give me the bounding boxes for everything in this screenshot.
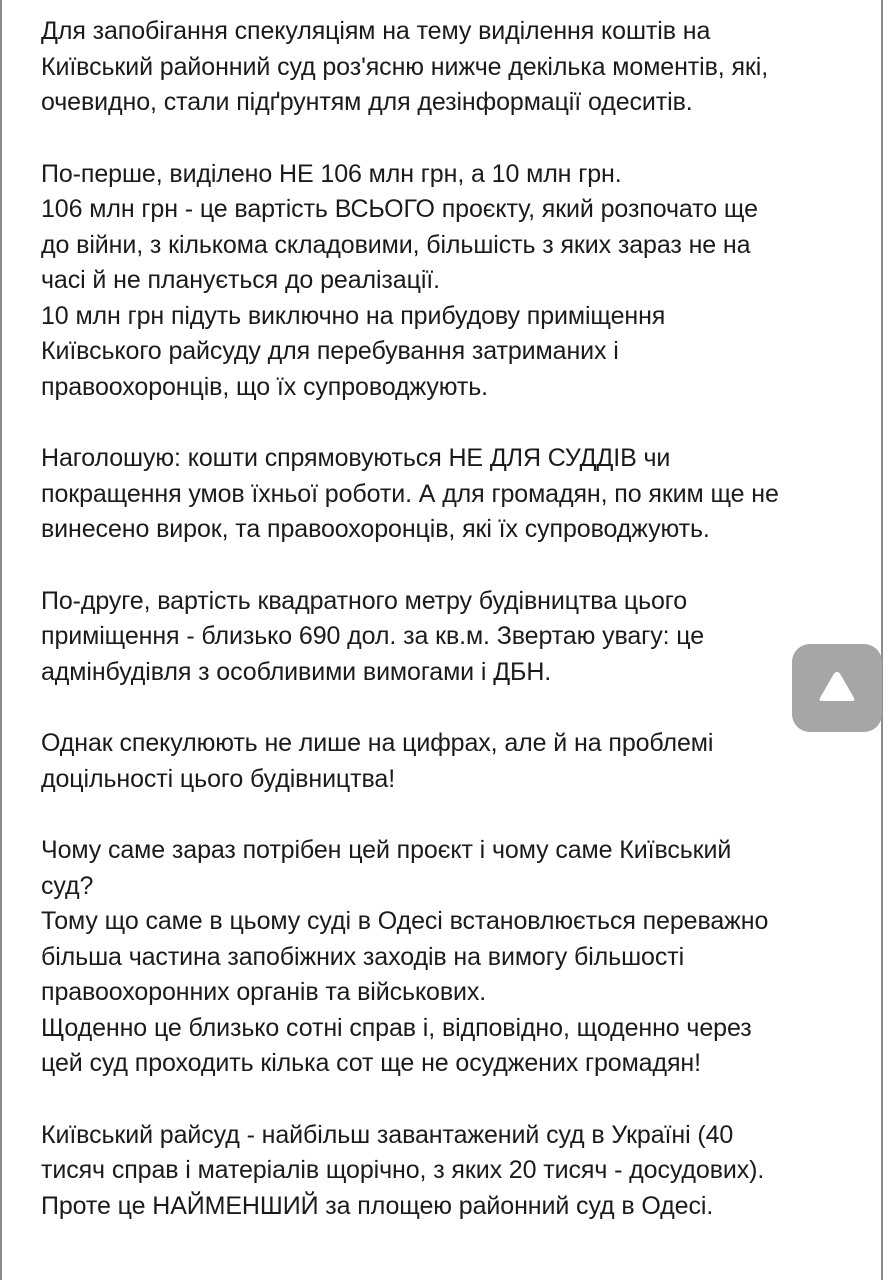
- text-line: Київського райсуду для перебування затриманих і: [41, 337, 619, 365]
- paragraph-second-point: [41, 584, 861, 691]
- text-line: Чому саме зараз потрібен цей проєкт і чому саме Київський: [41, 836, 732, 864]
- paragraph-why-now: [41, 833, 861, 1082]
- text-line: покращення умов їхньої роботи. А для громадян, по яким ще не: [41, 479, 779, 508]
- text-line: доцільності цього будівництва!: [41, 764, 396, 793]
- text-line: винесено вирок, та правоохоронців, які їх супроводжують.: [41, 515, 710, 543]
- text-line: Київський районний суд роз'ясню нижче декілька моментів, які,: [41, 52, 769, 81]
- paragraph-emphasis: [41, 441, 861, 548]
- paragraph-first-point: [41, 157, 861, 406]
- text-line: до війни, з кількома складовими, більшість з яких зараз не на: [41, 230, 751, 259]
- text-line: Для запобігання спекуляціям на тему виділення коштів на: [41, 17, 711, 45]
- text-line: суд?: [41, 871, 94, 900]
- text-line: тисяч справ і матеріалів щорічно, з яких 20 тисяч - досудових).: [41, 1156, 765, 1184]
- triangle-up-icon: [792, 644, 882, 732]
- text-line: Щоденно це близько сотні справ і, відповідно, щоденно через: [41, 1013, 752, 1042]
- text-line: адмінбудівля з особливими вимогами і ДБН.: [41, 657, 552, 686]
- text-line: 10 млн грн підуть виключно на прибудову приміщення: [41, 301, 666, 330]
- text-line: Тому що саме в цьому суді в Одесі встановлюється переважно: [41, 907, 769, 935]
- text-line: правоохоронних органів та військових.: [41, 978, 487, 1006]
- paragraph-speculation: [41, 726, 861, 797]
- paragraph-intro: [41, 14, 861, 121]
- text-line: приміщення - близько 690 дол. за кв.м. Звертаю увагу: це: [41, 622, 705, 650]
- text-line: часі й не планується до реалізації.: [41, 266, 440, 294]
- text-line: По-перше, виділено НЕ 106 млн грн, а 10 млн грн.: [41, 159, 622, 188]
- text-line: По-друге, вартість квадратного метру будівництва цього: [41, 586, 688, 615]
- post-text: [41, 14, 861, 1260]
- text-line: Проте це НАЙМЕНШИЙ за площею районний суд в Одесі.: [41, 1191, 714, 1220]
- text-line: Наголошую: кошти спрямовуються НЕ ДЛЯ СУДДІВ чи: [41, 444, 671, 472]
- scroll-to-top-button[interactable]: [792, 644, 882, 732]
- text-line: правоохоронців, що їх супроводжують.: [41, 372, 488, 401]
- text-line: Київський райсуд - найбільш завантажений суд в Україні (40: [41, 1120, 734, 1149]
- text-line: більша частина запобіжних заходів на вимогу більшості: [41, 942, 685, 971]
- paragraph-court-load: [41, 1118, 861, 1225]
- text-line: цей суд проходить кілька сот ще не осуджених громадян!: [41, 1049, 701, 1077]
- text-line: 106 млн грн - це вартість ВСЬОГО проєкту, який розпочато ще: [41, 195, 758, 223]
- text-line: очевидно, стали підґрунтям для дезінформації одеситів.: [41, 88, 693, 116]
- text-line: Однак спекулюють не лише на цифрах, але й на проблемі: [41, 729, 714, 757]
